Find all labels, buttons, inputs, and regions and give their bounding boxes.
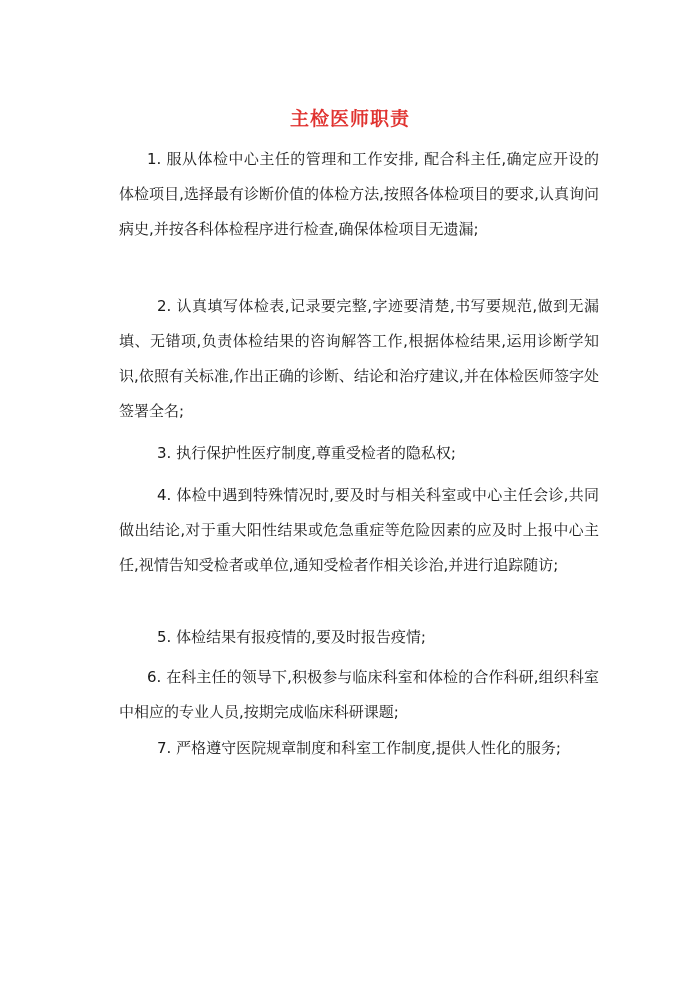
duty-paragraph-6: 6. 在科主任的领导下,积极参与临床科室和体检的合作科研,组织科室中相应的专业人员,按期完成临床科研课题; [119,668,599,721]
duty-paragraph-2: 2. 认真填写体检表,记录要完整,字迹要清楚,书写要规范,做到无漏填、无错项,负责体检结果的咨询解答工作,根据体检结果,运用诊断学知识,依照有关标准,作出正确的诊断、结论和治疗建议,并在体检医师签字处签署全名; [119,297,599,420]
duty-paragraph-3: 3. 执行保护性医疗制度,尊重受检者的隐私权; [157,444,456,462]
duty-paragraph-1: 1. 服从体检中心主任的管理和工作安排, 配合科主任,确定应开设的体检项目,选择最有诊断价值的体检方法,按照各体检项目的要求,认真询问病史,并按各科体检程序进行检查,确保体检项目无遗漏; [119,150,599,238]
duty-paragraph-5: 5. 体检结果有报疫情的,要及时报告疫情; [157,628,426,646]
duty-paragraph-7: 7. 严格遵守医院规章制度和科室工作制度,提供人性化的服务; [157,739,561,757]
document-title: 主检医师职责 [289,108,410,130]
duty-paragraph-4: 4. 体检中遇到特殊情况时,要及时与相关科室或中心主任会诊,共同做出结论,对于重大阳性结果或危急重症等危险因素的应及时上报中心主任,视情告知受检者或单位,通知受检者作相关诊治,并进行追踪随访; [119,486,599,574]
